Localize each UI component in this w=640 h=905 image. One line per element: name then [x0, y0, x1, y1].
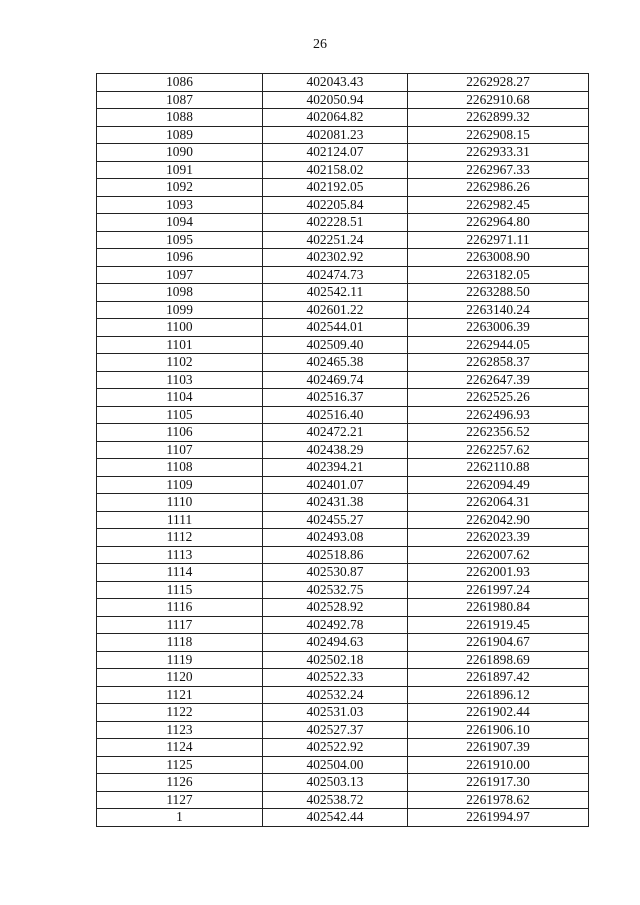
y-coordinate-cell: 2263140.24 — [408, 301, 589, 319]
point-number-cell: 1091 — [97, 161, 263, 179]
y-coordinate-cell: 2262933.31 — [408, 144, 589, 162]
table-row — [97, 529, 589, 547]
x-coordinate-cell: 402469.74 — [263, 371, 408, 389]
point-number-cell: 1122 — [97, 704, 263, 722]
x-coordinate-cell: 402528.92 — [263, 599, 408, 617]
table-row — [97, 231, 589, 249]
x-coordinate-cell: 402502.18 — [263, 651, 408, 669]
x-coordinate-cell: 402064.82 — [263, 109, 408, 127]
y-coordinate-cell: 2262858.37 — [408, 354, 589, 372]
table-row — [97, 739, 589, 757]
y-coordinate-cell: 2261997.24 — [408, 581, 589, 599]
x-coordinate-cell: 402530.87 — [263, 564, 408, 582]
x-coordinate-cell: 402538.72 — [263, 791, 408, 809]
y-coordinate-cell: 2263006.39 — [408, 319, 589, 337]
point-number-cell: 1121 — [97, 686, 263, 704]
y-coordinate-cell: 2262910.68 — [408, 91, 589, 109]
table-row — [97, 809, 589, 827]
x-coordinate-cell: 402394.21 — [263, 459, 408, 477]
table-row — [97, 634, 589, 652]
table-row — [97, 686, 589, 704]
x-coordinate-cell: 402531.03 — [263, 704, 408, 722]
table-row — [97, 249, 589, 267]
table-row — [97, 669, 589, 687]
x-coordinate-cell: 402532.24 — [263, 686, 408, 704]
point-number-cell: 1101 — [97, 336, 263, 354]
y-coordinate-cell: 2262094.49 — [408, 476, 589, 494]
y-coordinate-cell: 2261896.12 — [408, 686, 589, 704]
x-coordinate-cell: 402043.43 — [263, 74, 408, 92]
point-number-cell: 1103 — [97, 371, 263, 389]
point-number-cell: 1092 — [97, 179, 263, 197]
x-coordinate-cell: 402438.29 — [263, 441, 408, 459]
x-coordinate-cell: 402455.27 — [263, 511, 408, 529]
y-coordinate-cell: 2262964.80 — [408, 214, 589, 232]
y-coordinate-cell: 2263288.50 — [408, 284, 589, 302]
coordinates-table — [96, 73, 589, 827]
y-coordinate-cell: 2263008.90 — [408, 249, 589, 267]
table-row — [97, 336, 589, 354]
x-coordinate-cell: 402302.92 — [263, 249, 408, 267]
table-row — [97, 494, 589, 512]
point-number-cell: 1089 — [97, 126, 263, 144]
table-row — [97, 756, 589, 774]
x-coordinate-cell: 402542.11 — [263, 284, 408, 302]
point-number-cell: 1087 — [97, 91, 263, 109]
y-coordinate-cell: 2261897.42 — [408, 669, 589, 687]
point-number-cell: 1102 — [97, 354, 263, 372]
y-coordinate-cell: 2262023.39 — [408, 529, 589, 547]
point-number-cell: 1099 — [97, 301, 263, 319]
table-row — [97, 546, 589, 564]
table-row — [97, 284, 589, 302]
table-row — [97, 511, 589, 529]
point-number-cell: 1116 — [97, 599, 263, 617]
x-coordinate-cell: 402516.37 — [263, 389, 408, 407]
table-row — [97, 774, 589, 792]
point-number-cell: 1107 — [97, 441, 263, 459]
table-row — [97, 354, 589, 372]
y-coordinate-cell: 2262525.26 — [408, 389, 589, 407]
x-coordinate-cell: 402504.00 — [263, 756, 408, 774]
x-coordinate-cell: 402081.23 — [263, 126, 408, 144]
point-number-cell: 1105 — [97, 406, 263, 424]
y-coordinate-cell: 2262944.05 — [408, 336, 589, 354]
y-coordinate-cell: 2262982.45 — [408, 196, 589, 214]
table-row — [97, 389, 589, 407]
point-number-cell: 1124 — [97, 739, 263, 757]
y-coordinate-cell: 2262001.93 — [408, 564, 589, 582]
point-number-cell: 1126 — [97, 774, 263, 792]
x-coordinate-cell: 402542.44 — [263, 809, 408, 827]
x-coordinate-cell: 402522.33 — [263, 669, 408, 687]
point-number-cell: 1093 — [97, 196, 263, 214]
table-row — [97, 651, 589, 669]
y-coordinate-cell: 2261907.39 — [408, 739, 589, 757]
point-number-cell: 1119 — [97, 651, 263, 669]
table-row — [97, 371, 589, 389]
table-row — [97, 599, 589, 617]
point-number-cell: 1106 — [97, 424, 263, 442]
table-row — [97, 266, 589, 284]
x-coordinate-cell: 402516.40 — [263, 406, 408, 424]
point-number-cell: 1112 — [97, 529, 263, 547]
y-coordinate-cell: 2262257.62 — [408, 441, 589, 459]
table-row — [97, 214, 589, 232]
x-coordinate-cell: 402522.92 — [263, 739, 408, 757]
x-coordinate-cell: 402493.08 — [263, 529, 408, 547]
y-coordinate-cell: 2261994.97 — [408, 809, 589, 827]
point-number-cell: 1097 — [97, 266, 263, 284]
x-coordinate-cell: 402532.75 — [263, 581, 408, 599]
point-number-cell: 1114 — [97, 564, 263, 582]
point-number-cell: 1 — [97, 809, 263, 827]
table-row — [97, 791, 589, 809]
table-row — [97, 616, 589, 634]
point-number-cell: 1118 — [97, 634, 263, 652]
y-coordinate-cell: 2262908.15 — [408, 126, 589, 144]
point-number-cell: 1109 — [97, 476, 263, 494]
table-row — [97, 406, 589, 424]
point-number-cell: 1100 — [97, 319, 263, 337]
y-coordinate-cell: 2262356.52 — [408, 424, 589, 442]
point-number-cell: 1115 — [97, 581, 263, 599]
table-row — [97, 74, 589, 92]
x-coordinate-cell: 402503.13 — [263, 774, 408, 792]
y-coordinate-cell: 2262064.31 — [408, 494, 589, 512]
y-coordinate-cell: 2261904.67 — [408, 634, 589, 652]
y-coordinate-cell: 2261902.44 — [408, 704, 589, 722]
y-coordinate-cell: 2261898.69 — [408, 651, 589, 669]
x-coordinate-cell: 402518.86 — [263, 546, 408, 564]
table-row — [97, 319, 589, 337]
x-coordinate-cell: 402158.02 — [263, 161, 408, 179]
point-number-cell: 1096 — [97, 249, 263, 267]
point-number-cell: 1094 — [97, 214, 263, 232]
x-coordinate-cell: 402465.38 — [263, 354, 408, 372]
coordinates-table-body — [97, 74, 589, 827]
x-coordinate-cell: 402431.38 — [263, 494, 408, 512]
x-coordinate-cell: 402527.37 — [263, 721, 408, 739]
x-coordinate-cell: 402494.63 — [263, 634, 408, 652]
y-coordinate-cell: 2262899.32 — [408, 109, 589, 127]
table-row — [97, 441, 589, 459]
point-number-cell: 1113 — [97, 546, 263, 564]
x-coordinate-cell: 402050.94 — [263, 91, 408, 109]
y-coordinate-cell: 2261980.84 — [408, 599, 589, 617]
x-coordinate-cell: 402601.22 — [263, 301, 408, 319]
y-coordinate-cell: 2261910.00 — [408, 756, 589, 774]
y-coordinate-cell: 2262971.11 — [408, 231, 589, 249]
point-number-cell: 1088 — [97, 109, 263, 127]
x-coordinate-cell: 402544.01 — [263, 319, 408, 337]
y-coordinate-cell: 2261978.62 — [408, 791, 589, 809]
y-coordinate-cell: 2261917.30 — [408, 774, 589, 792]
table-row — [97, 144, 589, 162]
x-coordinate-cell: 402251.24 — [263, 231, 408, 249]
y-coordinate-cell: 2262928.27 — [408, 74, 589, 92]
y-coordinate-cell: 2261919.45 — [408, 616, 589, 634]
x-coordinate-cell: 402474.73 — [263, 266, 408, 284]
table-row — [97, 179, 589, 197]
point-number-cell: 1127 — [97, 791, 263, 809]
table-row — [97, 161, 589, 179]
page-number: 26 — [313, 37, 327, 52]
point-number-cell: 1086 — [97, 74, 263, 92]
table-row — [97, 196, 589, 214]
point-number-cell: 1110 — [97, 494, 263, 512]
x-coordinate-cell: 402124.07 — [263, 144, 408, 162]
x-coordinate-cell: 402205.84 — [263, 196, 408, 214]
y-coordinate-cell: 2262007.62 — [408, 546, 589, 564]
table-row — [97, 721, 589, 739]
table-row — [97, 109, 589, 127]
x-coordinate-cell: 402192.05 — [263, 179, 408, 197]
table-row — [97, 424, 589, 442]
point-number-cell: 1098 — [97, 284, 263, 302]
point-number-cell: 1104 — [97, 389, 263, 407]
point-number-cell: 1123 — [97, 721, 263, 739]
table-row — [97, 581, 589, 599]
y-coordinate-cell: 2262110.88 — [408, 459, 589, 477]
y-coordinate-cell: 2261906.10 — [408, 721, 589, 739]
point-number-cell: 1120 — [97, 669, 263, 687]
table-row — [97, 564, 589, 582]
y-coordinate-cell: 2262042.90 — [408, 511, 589, 529]
y-coordinate-cell: 2262647.39 — [408, 371, 589, 389]
x-coordinate-cell: 402509.40 — [263, 336, 408, 354]
table-row — [97, 91, 589, 109]
table-row — [97, 459, 589, 477]
point-number-cell: 1095 — [97, 231, 263, 249]
point-number-cell: 1108 — [97, 459, 263, 477]
table-row — [97, 126, 589, 144]
x-coordinate-cell: 402401.07 — [263, 476, 408, 494]
point-number-cell: 1111 — [97, 511, 263, 529]
point-number-cell: 1090 — [97, 144, 263, 162]
y-coordinate-cell: 2262986.26 — [408, 179, 589, 197]
x-coordinate-cell: 402228.51 — [263, 214, 408, 232]
point-number-cell: 1125 — [97, 756, 263, 774]
y-coordinate-cell: 2262967.33 — [408, 161, 589, 179]
table-row — [97, 476, 589, 494]
table-row — [97, 301, 589, 319]
y-coordinate-cell: 2262496.93 — [408, 406, 589, 424]
x-coordinate-cell: 402492.78 — [263, 616, 408, 634]
y-coordinate-cell: 2263182.05 — [408, 266, 589, 284]
point-number-cell: 1117 — [97, 616, 263, 634]
x-coordinate-cell: 402472.21 — [263, 424, 408, 442]
table-row — [97, 704, 589, 722]
